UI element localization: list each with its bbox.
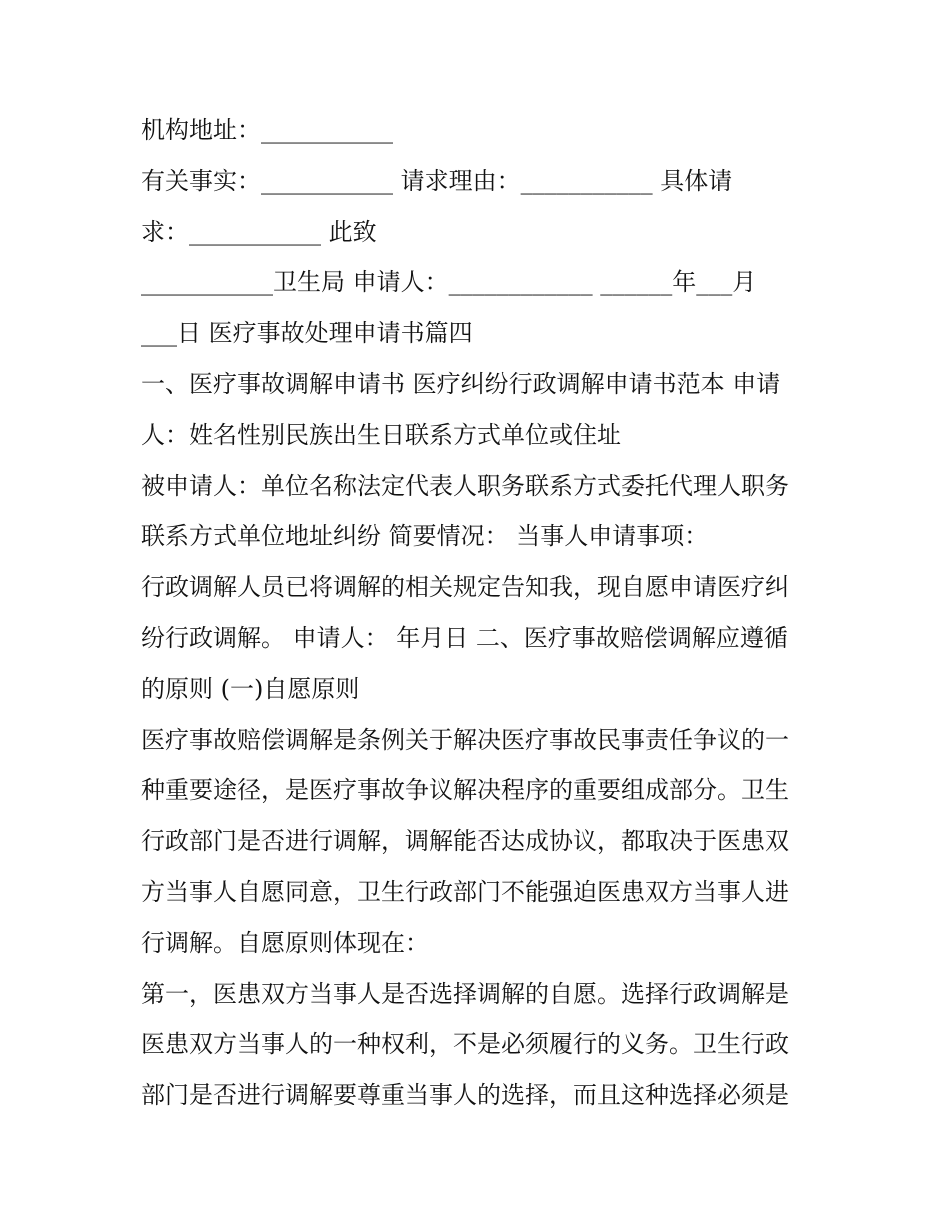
text-line: 行政调解人员已将调解的相关规定告知我，现自愿申请医疗纠 (141, 573, 789, 602)
text-line: 第一，医患双方当事人是否选择调解的自愿。选择行政调解是 (141, 979, 789, 1008)
text-line: 方当事人自愿同意，卫生行政部门不能强迫医患双方当事人进 (141, 877, 789, 906)
text-line: 有关事实：___________ 请求理由：___________ 具体请 (141, 166, 733, 195)
text-line: ___日 医疗事故处理申请书篇四 (141, 319, 473, 348)
text-line: ___________卫生局 申请人：____________ ______年___月 (141, 268, 757, 297)
text-line: 求：___________ 此致 (141, 217, 377, 246)
text-line: 纷行政调解。 申请人： 年月日 二、医疗事故赔偿调解应遵循 (141, 623, 788, 652)
text-line: 人：姓名性别民族出生日联系方式单位或住址 (141, 420, 621, 449)
text-line: 部门是否进行调解要尊重当事人的选择，而且这种选择必须是 (141, 1081, 789, 1110)
text-line: 被申请人：单位名称法定代表人职务联系方式委托代理人职务 (141, 471, 789, 500)
text-line: 一、医疗事故调解申请书 医疗纠纷行政调解申请书范本 申请 (141, 369, 781, 398)
text-line: 医疗事故赔偿调解是条例关于解决医疗事故民事责任争议的一 (141, 725, 789, 754)
text-line: 行调解。自愿原则体现在： (141, 928, 429, 957)
text-line: 的原则 (一)自愿原则 (141, 674, 360, 703)
text-line: 机构地址：___________ (141, 116, 393, 144)
text-line: 行政部门是否进行调解，调解能否达成协议，都取决于医患双 (141, 827, 789, 856)
text-line: 联系方式单位地址纠纷 简要情况： 当事人申请事项： (141, 522, 709, 551)
text-line: 种重要途径，是医疗事故争议解决程序的重要组成部分。卫生 (141, 776, 789, 805)
document-body (141, 108, 821, 1124)
text-line: 医患双方当事人的一种权利，不是必须履行的义务。卫生行政 (141, 1030, 789, 1059)
